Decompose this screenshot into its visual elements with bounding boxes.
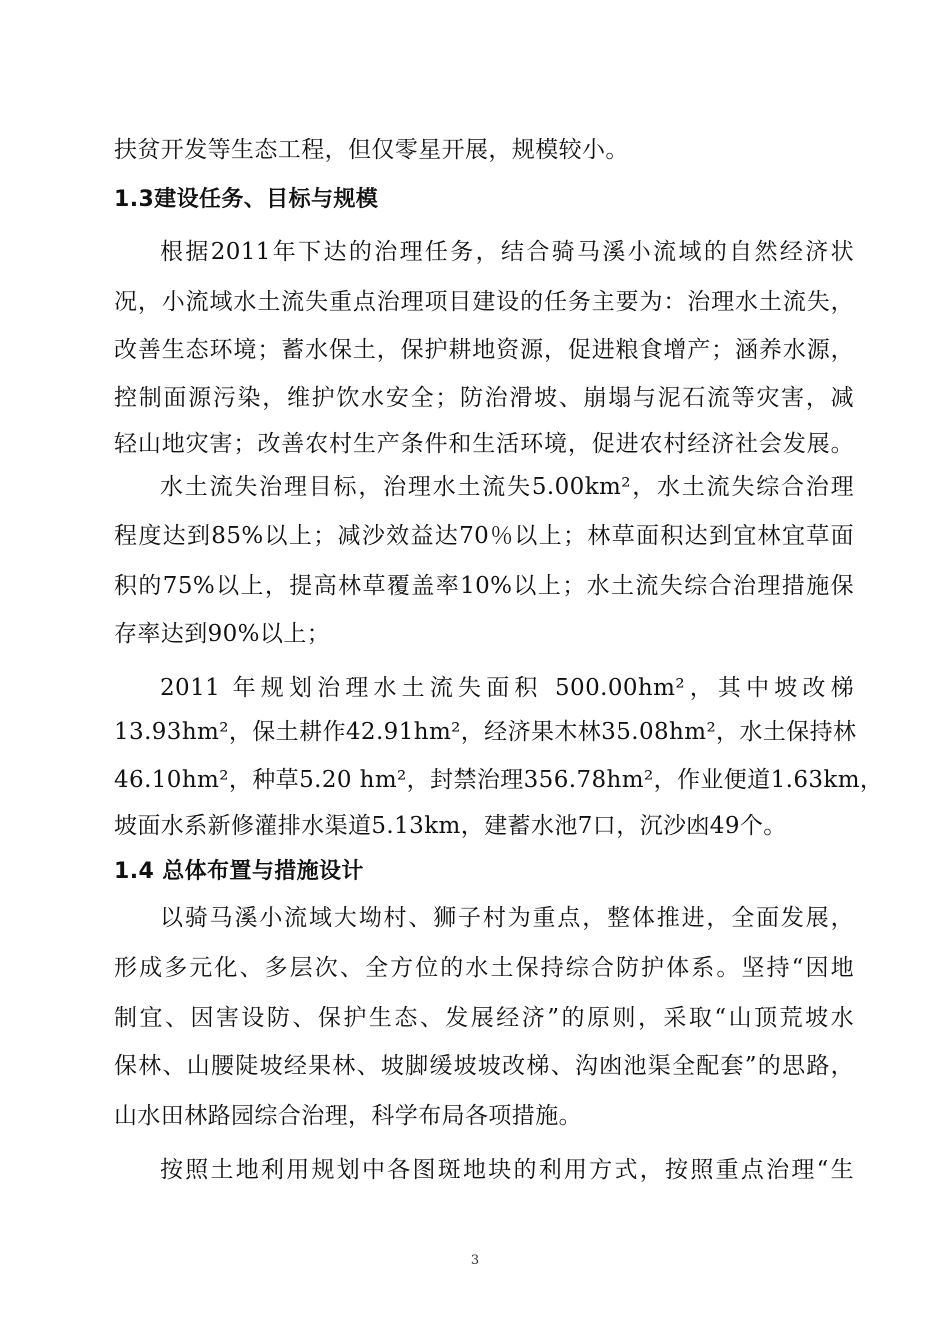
body-text-line: 山水田林路园综合治理，科学布局各项措施。 [114, 1103, 582, 1129]
body-text-line: 况，小流域水土流失重点治理项目建设的任务主要为：治理水土流失， [114, 289, 854, 315]
body-text-line: 控制面源污染，维护饮水安全；防治滑坡、崩塌与泥石流等灾害，减 [114, 385, 854, 411]
body-text-line: 水土流失治理目标，治理水土流失5.00km²，水土流失综合治理 [160, 474, 854, 500]
body-text-line: 坡面水系新修灌排水渠道5.13km，建蓄水池7口，沉沙凼49个。 [114, 813, 787, 839]
body-text-line: 程度达到85%以上；减沙效益达70％以上；林草面积达到宜林宜草面 [114, 523, 854, 549]
body-text-line: 积的75%以上，提高林草覆盖率10%以上；水土流失综合治理措施保 [114, 573, 854, 599]
body-text-line: 按照土地利用规划中各图斑地块的利用方式，按照重点治理“生 [160, 1157, 854, 1183]
body-text-line: 保林、山腰陡坡经果林、坡脚缓坡坡改梯、沟凼池渠全配套”的思路， [114, 1053, 854, 1079]
body-text-line: 轻山地灾害；改善农村生产条件和生活环境，促进农村经济社会发展。 [114, 431, 854, 457]
body-text-line: 13.93hm²，保土耕作42.91hm²，经济果木林35.08hm²，水土保持林 [114, 719, 857, 745]
body-text-line: 以骑马溪小流域大坳村、狮子村为重点，整体推进，全面发展， [160, 905, 854, 931]
body-text-line: 根据2011年下达的治理任务，结合骑马溪小流域的自然经济状 [160, 239, 854, 265]
body-text-line: 46.10hm²，种草5.20 hm²，封禁治理356.78hm²，作业便道1.63km， [114, 767, 884, 793]
body-text-line: 存率达到90%以上； [114, 621, 331, 647]
page-number: 3 [470, 1253, 480, 1268]
body-text-line: 扶贫开发等生态工程，但仅零星开展，规模较小。 [114, 137, 629, 163]
body-text-line: 改善生态环境；蓄水保土，保护耕地资源，促进粮食增产；涵养水源， [114, 337, 854, 363]
body-text-line: 制宜、因害设防、保护生态、发展经济”的原则，采取“山顶荒坡水 [114, 1005, 854, 1031]
section-heading-1-4: 1.4 总体布置与措施设计 [114, 859, 364, 884]
section-heading-1-3: 1.3建设任务、目标与规模 [114, 187, 379, 212]
body-text-line: 2011 年规划治理水土流失面积 500.00hm²，其中坡改梯 [160, 675, 854, 701]
body-text-line: 形成多元化、多层次、全方位的水土保持综合防护体系。坚持“因地 [114, 955, 854, 981]
